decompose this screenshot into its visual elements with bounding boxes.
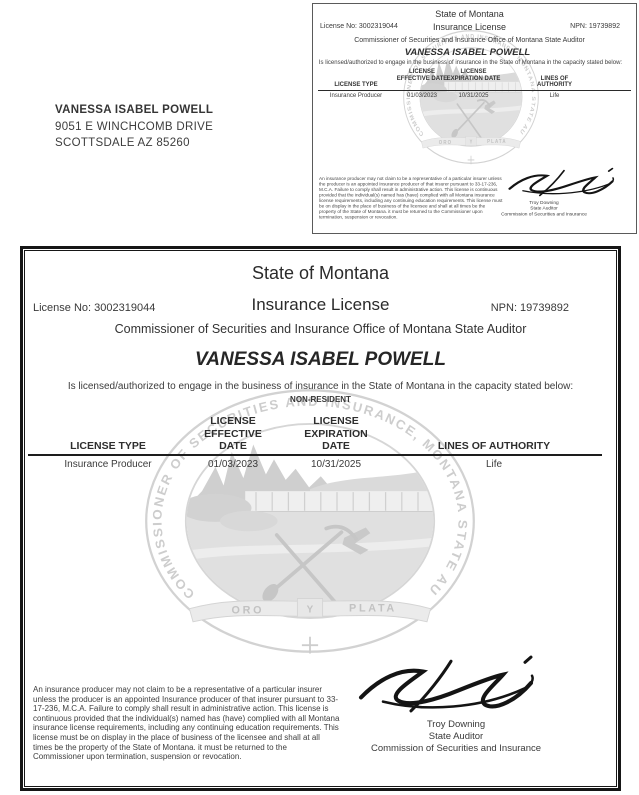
cert-col-effective-l2: EFFECTIVE [204, 427, 262, 440]
certificate-state-title: State of Montana [251, 263, 390, 283]
certificate-authorization-statement: Is licensed/authorized to engage in the business of insurance in the State of Montana in the capacity stated below: [67, 381, 574, 392]
card-license-number: License No: 3002319044 [320, 23, 398, 30]
address-city-state-zip: SCOTTSDALE AZ 85260 [55, 137, 190, 149]
card-col-license-type: LICENSE TYPE [334, 82, 378, 88]
certificate-signature-block [321, 719, 591, 754]
cert-col-expiration-l1: LICENSE [313, 415, 359, 427]
card-row-effective: 01/03/2023 [406, 93, 438, 99]
card-doc-title: Insurance License [432, 22, 507, 32]
card-signature-block [444, 200, 639, 217]
card-signature-scribble [506, 167, 616, 197]
card-fine-print: An insurance producer may not claim to be a representative of a particular insurer unless the producer is an appointed Insurance producer of that insurer pursuant to 33-17-236, M.C.A. Failure to comply shall result in administrative action. This license is continuous provided that the individual(s) named has (have) complied with all Montana insurance license requirements, including any continuing education requirements. This license must be on display in the place of business of the licensee and shall at all times be the property of the State of Montana. it must be returned to the Commissioner upon termination, suspension or revocation. [319, 176, 503, 220]
card-col-effective-l1: LICENSE [408, 69, 435, 75]
card-signer-org: Commission of Securities and Insurance [501, 211, 587, 217]
cert-col-expiration [271, 415, 401, 453]
cert-col-expiration-l2: EXPIRATION [304, 427, 368, 440]
cert-row-authority: Life [485, 459, 503, 470]
card-col-expiration-l2: EXPIRATION DATE [446, 76, 501, 82]
card-office-line: Commissioner of Securities and Insurance Office of Montana State Auditor [354, 37, 585, 44]
certificate-license-number: License No: 3002319044 [33, 302, 156, 314]
cert-row-expiration: 10/31/2025 [310, 459, 362, 470]
cert-col-effective-l3: DATE [219, 440, 247, 452]
card-holder-name: VANESSA ISABEL POWELL [404, 47, 531, 58]
cert-signer-title: State Auditor [428, 730, 484, 742]
card-col-effective-l2: EFFECTIVE DATE [396, 76, 448, 82]
cert-row-type: Insurance Producer [64, 459, 152, 470]
card-row-authority: Life [549, 93, 560, 99]
cert-table-rule [28, 454, 602, 456]
cert-signer-org: Commission of Securities and Insurance [370, 742, 542, 754]
cert-signer-name: Troy Downing [426, 719, 486, 730]
card-row-type: Insurance Producer [329, 93, 383, 99]
certificate-signature-scribble [355, 654, 537, 714]
certificate-doc-title: Insurance License [251, 295, 390, 314]
card-state-title: State of Montana [435, 9, 504, 19]
certificate-office-line: Commissioner of Securities and Insurance Office of Montana State Auditor [114, 322, 527, 336]
card-col-authority-l1: LINES OF [540, 76, 569, 82]
cert-row-effective: 01/03/2023 [207, 459, 259, 470]
certificate-residency-status: NON-RESIDENT [290, 395, 351, 404]
mailing-address [55, 102, 213, 152]
certificate-holder-name: VANESSA ISABEL POWELL [195, 349, 446, 370]
card-col-expiration-l1: LICENSE [460, 69, 487, 75]
address-street: 9051 E WINCHCOMB DRIVE [55, 120, 214, 133]
license-wallet-card [312, 3, 637, 234]
cert-col-expiration-l3: DATE [322, 440, 350, 452]
card-row-expiration: 10/31/2025 [458, 93, 489, 99]
card-signer-title: State Auditor [530, 205, 558, 212]
cert-col-authority: LINES OF AUTHORITY [437, 440, 551, 452]
certificate-fine-print: An insurance producer may not claim to be a representative of a particular insurer unless the producer is an appointed Insurance producer of that insurer pursuant to 33-17-236, M.C.A. Failure to comply shall result in administrative action. This license is continuous provided that the individual(s) named has (have) complied with all Montana insurance license requirements, including any continuing education requirements. This license must be on display in the place of business of the licensee and shall at all times be the property of the State of Montana. it must be returned to the Commissioner upon termination, suspension or revocation. [33, 685, 340, 762]
card-table-rule [318, 90, 631, 91]
card-signer-name: Troy Downing [529, 200, 559, 206]
card-npn: NPN: 19739892 [570, 23, 620, 30]
card-authorization-statement: Is licensed/authorized to engage in the business of insurance in the State of Montana in the capacity stated below: [318, 59, 623, 66]
license-certificate [20, 246, 621, 791]
card-col-authority-l2: AUTHORITY [537, 82, 572, 88]
cert-col-license-type: LICENSE TYPE [70, 440, 146, 452]
address-name: VANESSA ISABEL POWELL [55, 104, 214, 116]
cert-col-effective-l1: LICENSE [210, 415, 256, 427]
certificate-npn: NPN: 19739892 [490, 302, 569, 314]
